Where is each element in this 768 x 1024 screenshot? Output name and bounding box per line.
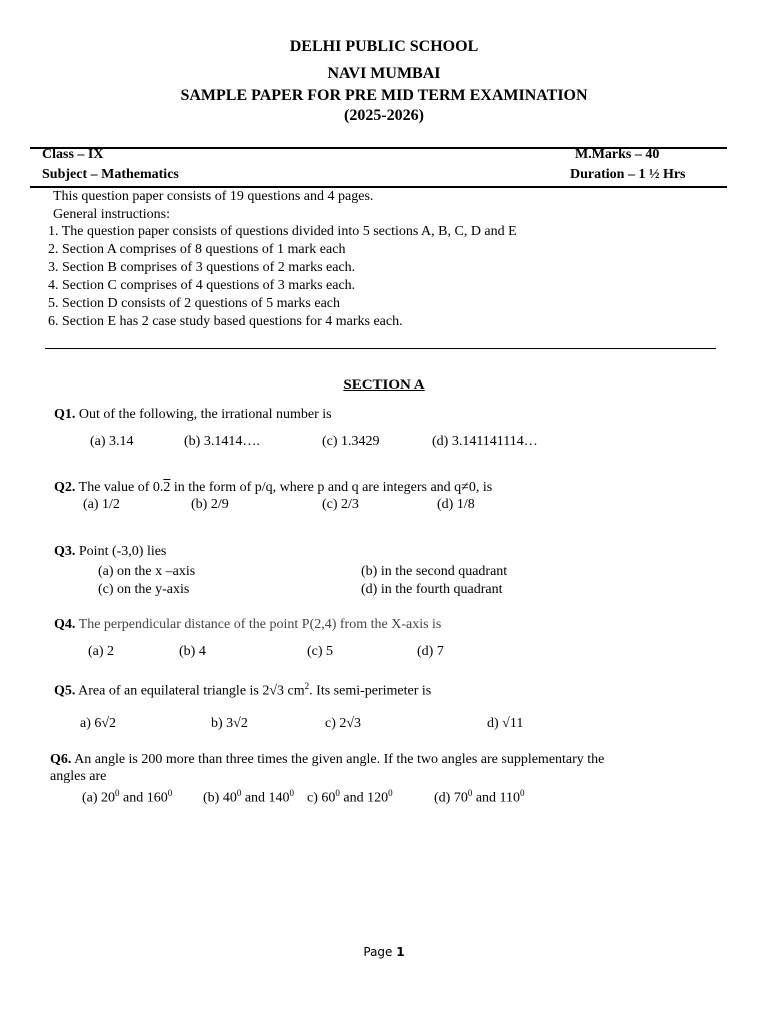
subject-label: Subject – Mathematics	[42, 167, 179, 182]
option: (a) $20^0$ and $160^0$	[82, 788, 173, 806]
question-6	[50, 752, 604, 768]
question-text: Out of the following, the irrational number is	[75, 407, 332, 422]
question-text-continued: angles are	[50, 769, 107, 784]
option: (a) 1/2	[83, 497, 120, 512]
option: (d) in the fourth quadrant	[361, 582, 503, 597]
question-text: The value of 0.	[75, 480, 164, 495]
question-text: Point (-3,0) lies	[75, 544, 167, 559]
max-marks: M.Marks – 40	[575, 147, 660, 162]
exam-title: SAMPLE PAPER FOR PRE MID TERM EXAMINATION	[180, 87, 588, 104]
superscript: 2	[304, 681, 310, 691]
instruction-item: 4. Section C comprises of 4 questions of 3 marks each.	[48, 278, 356, 293]
instructions-heading: General instructions:	[53, 207, 171, 222]
question-number: Q4.	[54, 617, 76, 632]
section-title: SECTION A	[343, 377, 425, 393]
option: (c) on the y-axis	[98, 582, 190, 597]
question-number: Q3.	[54, 544, 76, 559]
option: c) $60^0$ and $120^0$	[307, 788, 393, 806]
option: (c) 1.3429	[322, 434, 380, 449]
option: (d) 3.141141114…	[432, 434, 538, 449]
question-text: The perpendicular distance of the point P(2,4) from the X-axis is	[75, 617, 442, 632]
instruction-item: 2. Section A comprises of 8 questions of 1 mark each	[48, 242, 346, 257]
option: d) √11	[487, 716, 524, 731]
question-text: . Its semi-perimeter is	[309, 683, 432, 699]
recurring-digit: 2	[163, 480, 171, 495]
option: (a) 3.14	[90, 434, 134, 449]
option: (b) 2/9	[191, 497, 229, 512]
option: (d) 7	[417, 644, 444, 659]
option: (a) 2	[88, 644, 115, 659]
question-3	[54, 544, 166, 560]
option: (d) 1/8	[437, 497, 475, 512]
question-number: Q6.	[50, 752, 72, 767]
instruction-item: 1. The question paper consists of questions divided into 5 sections A, B, C, D and E	[48, 224, 517, 239]
question-5	[54, 681, 431, 700]
option: c) 2√3	[325, 716, 362, 731]
option: (b) in the second quadrant	[361, 564, 508, 579]
question-4	[54, 617, 441, 633]
question-number: Q1.	[54, 407, 76, 422]
school-name: DELHI PUBLIC SCHOOL	[289, 38, 479, 55]
instructions-intro: This question paper consists of 19 questions and 4 pages.	[53, 189, 374, 204]
option: (b) 4	[179, 644, 206, 659]
question-text: Area of an equilateral triangle is 2√3 cm	[75, 683, 305, 699]
class-label: Class – IX	[42, 147, 104, 162]
option: b) 3√2	[211, 716, 248, 731]
option: (a) on the x –axis	[98, 564, 196, 579]
question-number: Q2.	[54, 480, 76, 495]
instruction-item: 3. Section B comprises of 3 questions of 2 marks each.	[48, 260, 356, 275]
page-label: Page	[363, 945, 397, 959]
question-number: Q5.	[54, 683, 76, 699]
question-2	[54, 480, 492, 496]
option: (d) $70^0$ and $110^0$	[434, 788, 525, 806]
meta-rule	[30, 186, 727, 188]
option: (b) 3.1414….	[184, 434, 260, 449]
option: a) 6√2	[80, 716, 117, 731]
option: (b) $40^0$ and $140^0$	[203, 788, 295, 806]
instruction-item: 5. Section D consists of 2 questions of 5 marks each	[48, 296, 341, 311]
duration: Duration – 1 ½ Hrs	[570, 167, 686, 182]
page-footer	[0, 945, 768, 959]
school-city: NAVI MUMBAI	[327, 65, 441, 82]
option: (c) 2/3	[322, 497, 359, 512]
instructions-rule	[45, 348, 716, 349]
option: (c) 5	[307, 644, 334, 659]
exam-year: (2025-2026)	[344, 107, 424, 124]
instruction-item: 6. Section E has 2 case study based questions for 4 marks each.	[48, 314, 403, 329]
question-text: An angle is 200 more than three times the given angle. If the two angles are supplementary the	[71, 752, 605, 767]
question-text: in the form of p/q, where p and q are integers and q≠0, is	[170, 480, 493, 495]
question-1	[54, 407, 332, 423]
page-number: 1	[396, 945, 405, 959]
